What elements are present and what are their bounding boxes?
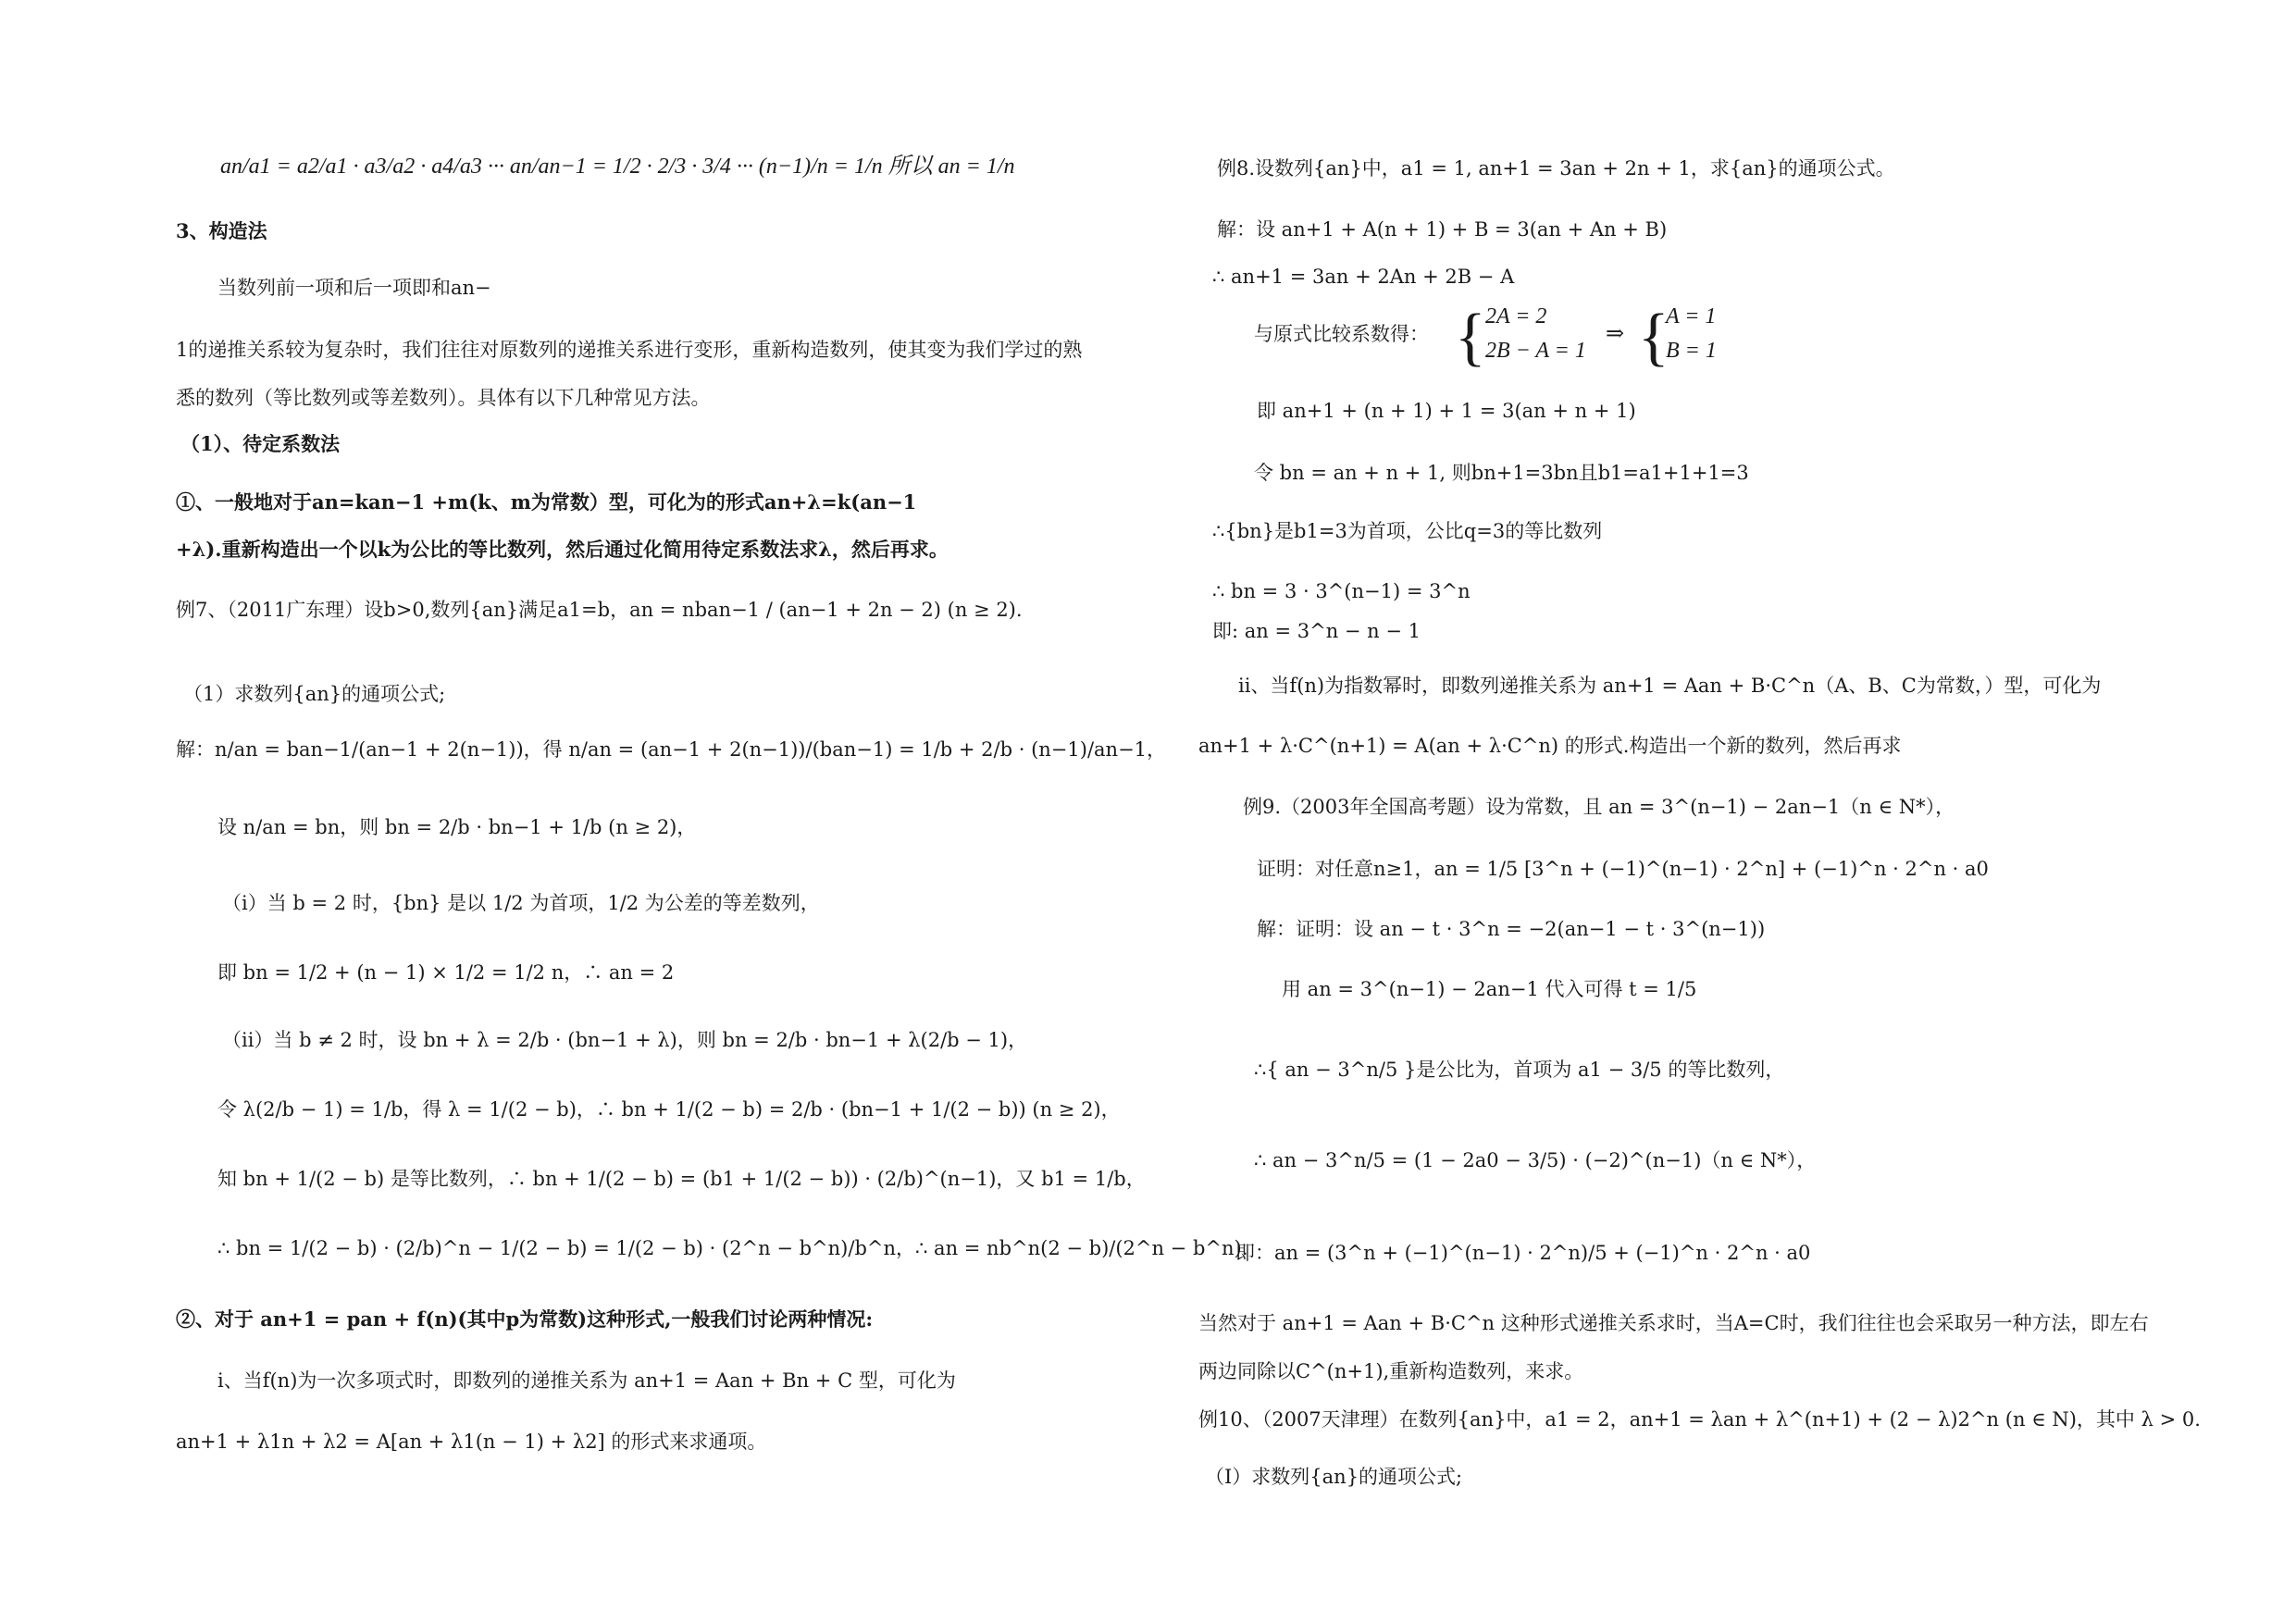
solution-step: ∴ an+1 = 3an + 2An + 2B − A xyxy=(1212,266,1515,288)
solution-step: ∴{bn}是b1=3为首项，公比q=3的等比数列 xyxy=(1212,520,1603,542)
solution-step: （ⅱ）当 b ≠ 2 时，设 bn + λ = 2/b · (bn−1 + λ)，则 bn = 2/b · bn−1 + λ(2/b − 1)， xyxy=(222,1029,1028,1051)
case-2-i-form: an+1 + λ1n + λ2 = A[an + λ1(n − 1) + λ2] 的形式来求通项。 xyxy=(176,1431,767,1453)
solution-step: 解：证明：设 an − t · 3^n = −2(an−1 − t · 3^(n−1)) xyxy=(1257,918,1766,940)
solution-step: 用 an = 3^(n−1) − 2an−1 代入可得 t = 1/5 xyxy=(1282,978,1697,1000)
system-equation: 2A = 2 xyxy=(1485,304,1547,328)
paragraph-line: 两边同除以C^(n+1),重新构造数列，来求。 xyxy=(1198,1360,1584,1382)
solution-result: 即：an = (3^n + (−1)^(n−1) · 2^n)/5 + (−1)^n · 2^n · a0 xyxy=(1235,1242,1811,1264)
solution-step: （ⅰ）当 b = 2 时，{bn} 是以 1/2 为首项，1/2 为公差的等差数列， xyxy=(222,892,820,914)
paragraph-line: 悉的数列（等比数列或等差数列）。具体有以下几种常见方法。 xyxy=(176,387,711,409)
example-8-statement: 例8.设数列{an}中，a1 = 1, an+1 = 3an + 2n + 1，求{an}的通项公式。 xyxy=(1217,157,1895,180)
left-brace: { xyxy=(1638,302,1669,373)
paragraph-line: 1的递推关系较为复杂时，我们往往对原数列的递推关系进行变形，重新构造数列，使其变为我们学过的熟 xyxy=(176,339,1083,361)
formula-telescoping-product: an/a1 = a2/a1 · a3/a2 · a4/a3 ··· an/an−1 = 1/2 · 2/3 · 3/4 ··· (n−1)/n = 1/n 所以 an = 1/n xyxy=(220,155,1015,179)
case-2-statement: ②、对于 an+1 = pan + f(n)(其中p为常数)这种形式,一般我们讨论两种情况: xyxy=(176,1307,874,1331)
paragraph-line: 当数列前一项和后一项即和an− xyxy=(217,277,491,299)
solution-step: ∴ bn = 1/(2 − b) · (2/b)^n − 1/(2 − b) = 1/(2 − b) · (2^n − b^n)/b^n，∴ an = nb^n(2 − b)/(2^n − b^n). xyxy=(217,1237,1248,1259)
solution-step: ∴{ an − 3^n/5 }是公比为，首项为 a1 − 3/5 的等比数列， xyxy=(1254,1059,1785,1081)
example-7-statement: 例7、（2011广东理）设b>0,数列{an}满足a1=b，an = nban−1 / (an−1 + 2n − 2) (n ≥ 2). xyxy=(176,599,1023,621)
example-10-question-1: （Ⅰ）求数列{an}的通项公式; xyxy=(1205,1466,1463,1488)
example-9-claim: 证明：对任意n≥1，an = 1/5 [3^n + (−1)^(n−1) · 2^n] + (−1)^n · 2^n · a0 xyxy=(1257,858,1989,880)
solution-step: 解：设 an+1 + A(n + 1) + B = 3(an + An + B) xyxy=(1217,218,1668,241)
case-1-statement: ①、一般地对于an=kan−1 +m(k、m为常数）型，可化为的形式an+λ=k(an−1 xyxy=(176,490,917,514)
case-2-ii-statement: ii、当f(n)为指数幂时，即数列递推关系为 an+1 = Aan + B·C^n（A、B、C为常数，）型，可化为 xyxy=(1238,675,2102,697)
solution-step: 令 λ(2/b − 1) = 1/b，得 λ = 1/(2 − b)，∴ bn + 1/(2 − b) = 2/b · (bn−1 + 1/(2 − b)) (n ≥ 2)， xyxy=(217,1098,1121,1121)
case-2-ii-form: an+1 + λ·C^(n+1) = A(an + λ·C^n) 的形式.构造出一个新的数列，然后再求 xyxy=(1198,735,1902,757)
subsection-heading-undetermined-coefficients: （1）、待定系数法 xyxy=(180,432,341,455)
solution-step: 知 bn + 1/(2 − b) 是等比数列，∴ bn + 1/(2 − b) = (b1 + 1/(2 − b)) · (2/b)^(n−1)，又 b1 = 1/b， xyxy=(217,1168,1146,1190)
solution-step: 解：n/an = ban−1/(an−1 + 2(n−1))，得 n/an = (an−1 + 2(n−1))/(ban−1) = 1/b + 2/b · (n−1)/an−1， xyxy=(176,738,1167,761)
system-solution: B = 1 xyxy=(1666,339,1717,363)
case-1-statement-cont: +λ).重新构造出一个以k为公比的等比数列，然后通过化简用待定系数法求λ，然后再求。 xyxy=(176,538,949,561)
case-2-i-statement: i、当f(n)为一次多项式时，即数列的递推关系为 an+1 = Aan + Bn + C 型，可化为 xyxy=(217,1369,956,1392)
implies-arrow: ⇒ xyxy=(1606,322,1625,346)
paragraph-line: 当然对于 an+1 = Aan + B·C^n 这种形式递推关系求时，当A=C时，我们往往也会采取另一种方法，即左右 xyxy=(1198,1312,2149,1334)
right-column xyxy=(1166,0,2296,1623)
solution-result: 即: an = 3^n − n − 1 xyxy=(1212,620,1421,642)
section-heading-construction: 3、构造法 xyxy=(176,219,267,242)
solution-step: ∴ bn = 3 · 3^(n−1) = 3^n xyxy=(1212,580,1471,602)
left-brace: { xyxy=(1455,302,1486,373)
solution-step: 与原式比较系数得： xyxy=(1254,323,1429,345)
solution-step: ∴ an − 3^n/5 = (1 − 2a0 − 3/5) · (−2)^(n−1)（n ∈ N*）， xyxy=(1254,1149,1817,1171)
solution-step: 即 an+1 + (n + 1) + 1 = 3(an + n + 1) xyxy=(1257,400,1636,422)
system-equation: 2B − A = 1 xyxy=(1485,339,1586,363)
example-7-question-1: （1）求数列{an}的通项公式; xyxy=(183,683,446,705)
example-9-statement: 例9.（2003年全国高考题）设为常数，且 an = 3^(n−1) − 2an−1（n ∈ N*）， xyxy=(1243,796,1955,818)
example-10-statement: 例10、（2007天津理）在数列{an}中，a1 = 2，an+1 = λan + λ^(n+1) + (2 − λ)2^n (n ∈ N)，其中 λ > 0. xyxy=(1198,1408,2201,1431)
solution-step: 设 n/an = bn，则 bn = 2/b · bn−1 + 1/b (n ≥ 2)， xyxy=(217,816,697,838)
system-solution: A = 1 xyxy=(1666,304,1717,328)
solution-step: 令 bn = an + n + 1, 则bn+1=3bn且b1=a1+1+1=3 xyxy=(1254,462,1749,484)
solution-step: 即 bn = 1/2 + (n − 1) × 1/2 = 1/2 n，∴ an = 2 xyxy=(217,961,675,984)
